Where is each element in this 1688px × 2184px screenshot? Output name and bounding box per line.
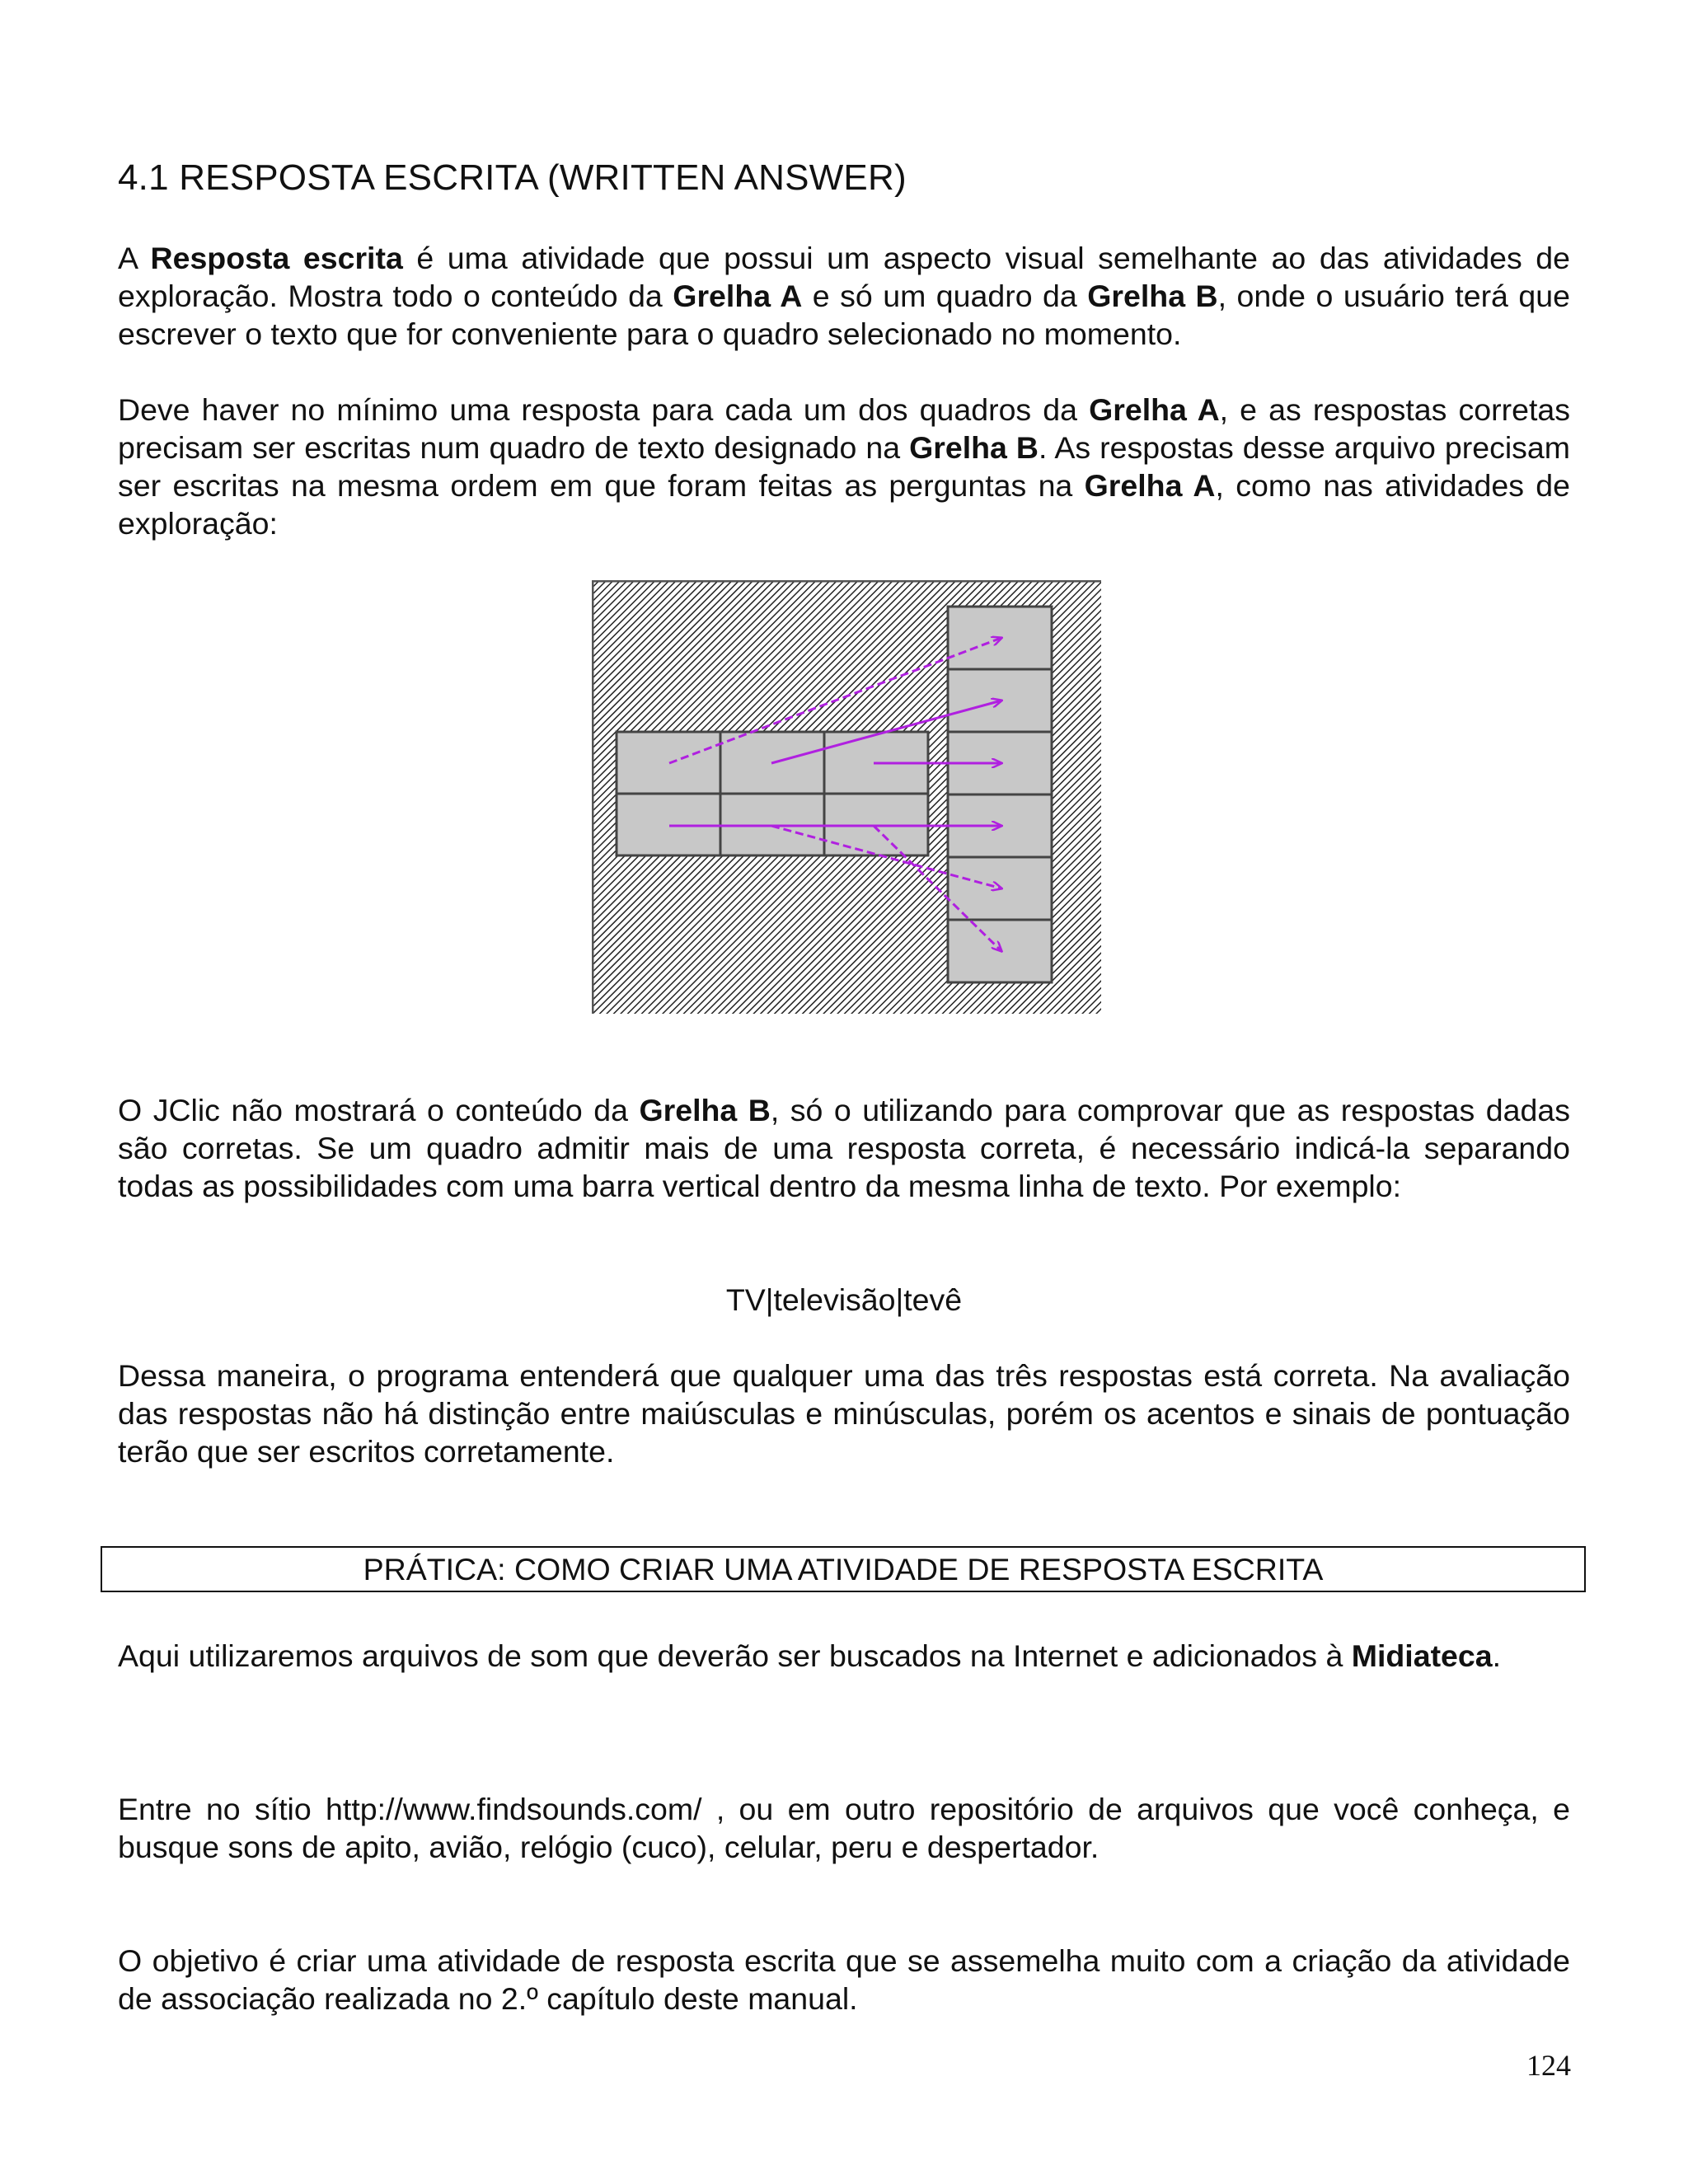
page-number: 124	[1526, 2049, 1571, 2082]
bold-term: Resposta escrita	[150, 241, 403, 275]
paragraph-evaluation: Dessa maneira, o programa entenderá que qualquer uma das três respostas está correta. Na avaliação das respostas não há distinção entre maiúsculas e minúsculas, porém os acentos e sinais de pontuação terão que ser escritos corretamente.	[118, 1358, 1570, 1469]
paragraph-answers-order	[118, 391, 1570, 542]
bold-term: Grelha B	[1087, 279, 1218, 313]
grid-b	[948, 607, 1052, 982]
grid-a	[617, 732, 928, 855]
paragraph-objective: O objetivo é criar uma atividade de resposta escrita que se assemelha muito com a criação da atividade de associação realizada no 2.º capítulo deste manual.	[118, 1943, 1570, 2016]
paragraph-findsounds: Entre no sítio http://www.findsounds.com/ , ou em outro repositório de arquivos que você conheça, e busque sons de apito, avião, relógio (cuco), celular, peru e despertador.	[118, 1792, 1570, 1864]
text: , só o utilizando para comprovar que as respostas dadas são corretas. Se um quadro admitir mais de uma resposta correta, é necessário indicá-la separando todas as possibilidades com uma barra vertical dentro da mesma linha de texto. Por exemplo:	[118, 1093, 1570, 1203]
example-answers: TV|televisão|tevê	[725, 1282, 963, 1317]
text: Deve haver no mínimo uma resposta para cada um dos quadros da	[118, 392, 1090, 427]
text: A	[118, 241, 151, 275]
text: é uma atividade que possui um aspecto visual semelhante ao das atividades de exploração. Mostra todo o conteúdo da	[118, 241, 1570, 313]
bold-term: Grelha A	[1089, 392, 1220, 427]
text: e só um quadro da	[802, 279, 1088, 313]
text: . As respostas desse arquivo precisam ser escritas na mesma ordem em que foram feitas as perguntas na	[118, 430, 1570, 503]
text: Aqui utilizaremos arquivos de som que deverão ser buscados na Internet e adicionados à	[118, 1638, 1352, 1673]
text: , onde o usuário terá que escrever o texto que for conveniente para o quadro selecionado no momento.	[118, 279, 1570, 351]
practice-title-box: PRÁTICA: COMO CRIAR UMA ATIVIDADE DE RESPOSTA ESCRITA	[101, 1546, 1586, 1592]
bold-term: Grelha A	[1084, 468, 1216, 503]
text: , e as respostas corretas precisam ser escritas num quadro de texto designado na	[118, 392, 1570, 465]
bold-term: Midiateca	[1351, 1638, 1493, 1673]
text: O JClic não mostrará o conteúdo da	[118, 1093, 640, 1127]
grid-association-diagram	[592, 580, 1101, 1014]
bold-term: Grelha A	[673, 279, 803, 313]
bold-term: Grelha B	[639, 1093, 771, 1127]
bold-term: Grelha B	[909, 430, 1039, 465]
paragraph-midiateca	[118, 1637, 1570, 1675]
paragraph-multiple-answers	[118, 1091, 1570, 1205]
diagram-svg	[592, 580, 1101, 1014]
text: , como nas atividades de exploração:	[118, 468, 1570, 541]
text: .	[1492, 1638, 1502, 1673]
grid-a-cell	[617, 732, 720, 794]
paragraph-intro	[118, 239, 1570, 353]
section-heading: 4.1 RESPOSTA ESCRITA (WRITTEN ANSWER)	[118, 157, 907, 198]
